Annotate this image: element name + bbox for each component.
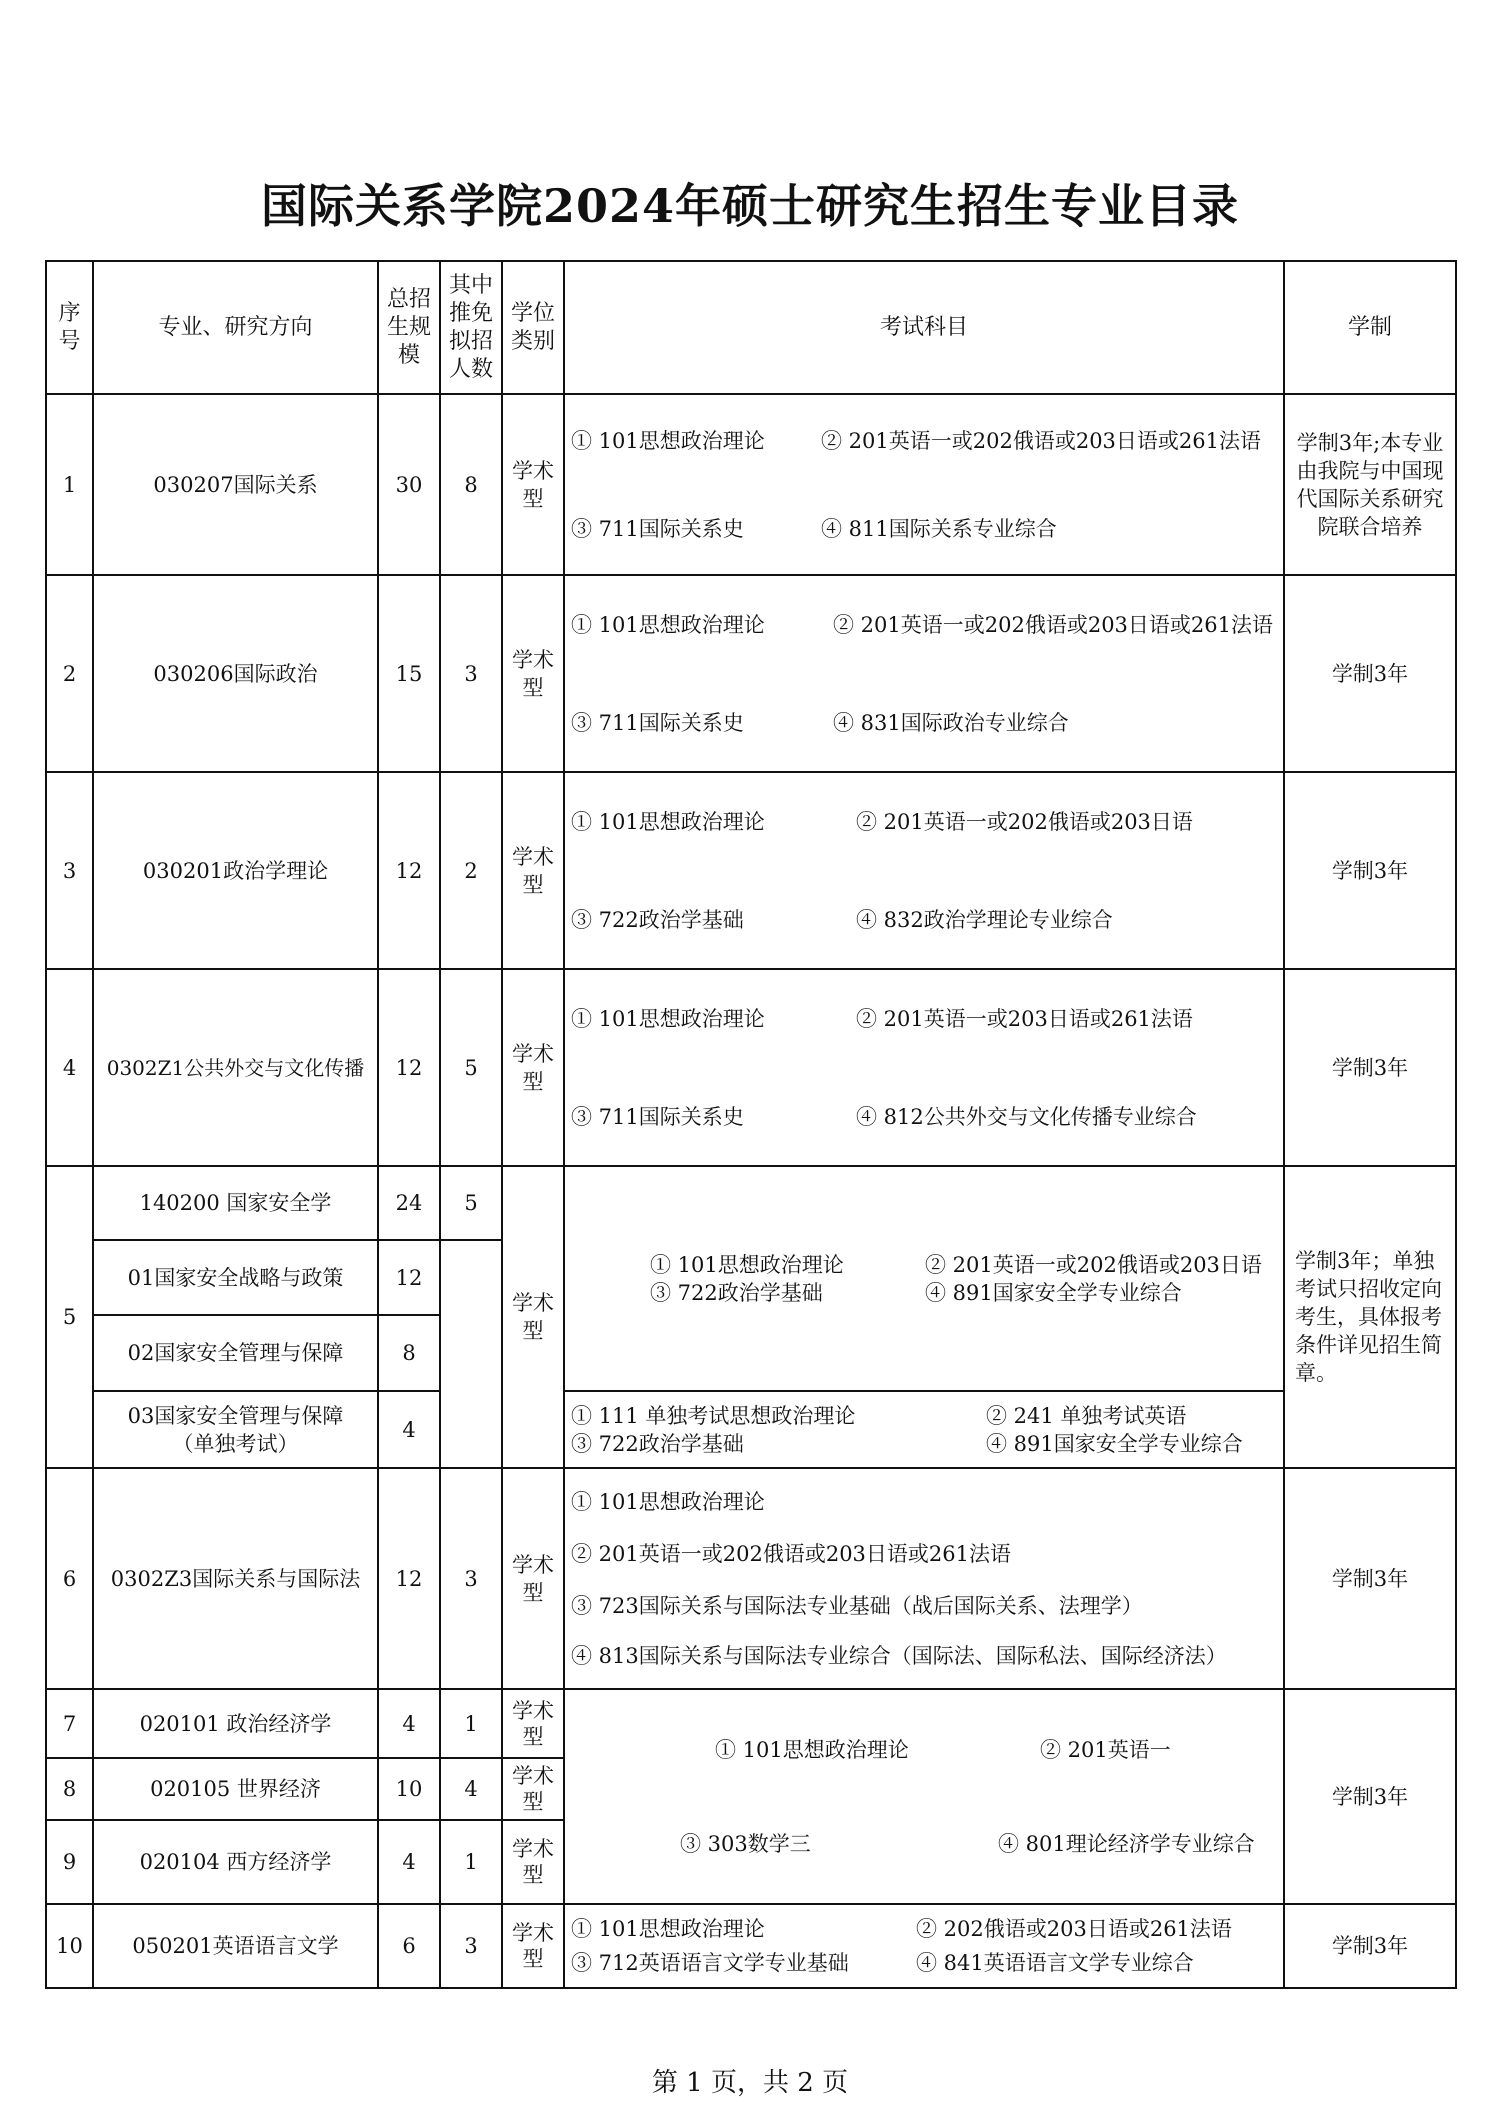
row-major: 030207国际关系 (93, 394, 378, 575)
row-degree: 学术型 (502, 1820, 564, 1904)
row-seq: 10 (46, 1904, 93, 1988)
row-seq: 4 (46, 969, 93, 1166)
table-row (46, 969, 1456, 1166)
row-seq: 8 (46, 1758, 93, 1820)
row-exempt: 1 (440, 1820, 502, 1904)
row-total: 12 (378, 969, 440, 1166)
table-row (46, 575, 1456, 772)
row-degree: 学术型 (502, 1758, 564, 1820)
row-seq: 7 (46, 1689, 93, 1758)
row-total: 6 (378, 1904, 440, 1988)
row-degree: 学术型 (502, 575, 564, 772)
row-seq: 1 (46, 394, 93, 575)
row-exempt: 3 (440, 1468, 502, 1689)
row-duration: 学制3年；单独考试只招收定向考生，具体报考条件详见招生简章。 (1284, 1166, 1456, 1468)
row-exempt: 2 (440, 772, 502, 969)
row-major: 020101 政治经济学 (93, 1689, 378, 1758)
row-degree: 学术型 (502, 969, 564, 1166)
row-total: 15 (378, 575, 440, 772)
table-row (46, 772, 1456, 969)
row-degree: 学术型 (502, 1904, 564, 1988)
row-exempt-empty (440, 1240, 502, 1468)
row-degree: 学术型 (502, 1166, 564, 1468)
table-row (46, 1166, 1456, 1240)
row-duration: 学制3年 (1284, 1689, 1456, 1904)
header-major: 专业、研究方向 (93, 261, 378, 394)
row-duration: 学制3年 (1284, 1468, 1456, 1689)
row-direction: 01国家安全战略与政策 (93, 1240, 378, 1315)
row-major: 050201英语语言文学 (93, 1904, 378, 1988)
row-total: 30 (378, 394, 440, 575)
row-seq: 2 (46, 575, 93, 772)
row-total: 4 (378, 1391, 440, 1468)
row-degree: 学术型 (502, 1468, 564, 1689)
header-total: 总招生规模 (378, 261, 440, 394)
row-exempt: 8 (440, 394, 502, 575)
row-exempt: 5 (440, 969, 502, 1166)
row-total: 8 (378, 1315, 440, 1391)
row-subjects-general: ① 101思想政治理论 ② 201英语一或202俄语或203日语 ③ 722政治学基础 ④ 891国家安全学专业综合 (564, 1166, 1284, 1391)
row-subjects: ① 101思想政治理论 ② 201英语一或202俄语或203日语或261法语 ③ 711国际关系史 ④ 811国际关系专业综合 (564, 394, 1284, 575)
row-subjects: ① 101思想政治理论 ② 201英语一或202俄语或203日语或261法语 ③ 711国际关系史 ④ 831国际政治专业综合 (564, 575, 1284, 772)
row-total: 12 (378, 1468, 440, 1689)
row-major: 030201政治学理论 (93, 772, 378, 969)
row-duration: 学制3年 (1284, 772, 1456, 969)
row-seq: 3 (46, 772, 93, 969)
row-subjects: ① 101思想政治理论 ② 202俄语或203日语或261法语 ③ 712英语语言文学专业基础 ④ 841英语语言文学专业综合 (564, 1904, 1284, 1988)
page-footer: 第 1 页，共 2 页 (651, 2068, 849, 2098)
row-major: 0302Z1公共外交与文化传播 (93, 969, 378, 1166)
row-total: 4 (378, 1820, 440, 1904)
table-row (46, 394, 1456, 575)
row-major: 0302Z3国际关系与国际法 (93, 1468, 378, 1689)
row-major: 020104 西方经济学 (93, 1820, 378, 1904)
table-row (46, 1689, 1456, 1758)
row-exempt: 3 (440, 575, 502, 772)
row-subjects-shared: ① 101思想政治理论 ② 201英语一 ③ 303数学三 ④ 801理论经济学专业综合 (564, 1689, 1284, 1904)
row-major: 030206国际政治 (93, 575, 378, 772)
row-total: 24 (378, 1166, 440, 1240)
row-duration: 学制3年 (1284, 1904, 1456, 1988)
row-seq: 9 (46, 1820, 93, 1904)
row-direction: 02国家安全管理与保障 (93, 1315, 378, 1391)
table-row (46, 1391, 1456, 1468)
row-seq: 5 (46, 1166, 93, 1468)
page-title: 国际关系学院2024年硕士研究生招生专业目录 (260, 179, 1240, 233)
row-total: 12 (378, 1240, 440, 1315)
row-exempt: 4 (440, 1758, 502, 1820)
row-subjects: ① 101思想政治理论 ② 201英语一或203日语或261法语 ③ 711国际关系史 ④ 812公共外交与文化传播专业综合 (564, 969, 1284, 1166)
row-degree: 学术型 (502, 772, 564, 969)
row-exempt: 3 (440, 1904, 502, 1988)
row-duration: 学制3年;本专业由我院与中国现代国际关系研究院联合培养 (1284, 394, 1456, 575)
header-duration: 学制 (1284, 261, 1456, 394)
table-row (46, 1468, 1456, 1689)
row-subjects: ① 101思想政治理论 ② 201英语一或202俄语或203日语或261法语 ③ 723国际关系与国际法专业基础（战后国际关系、法理学） ④ 813国际关系与国际法专业综合（国际法、国际私法、国际经济法） (564, 1468, 1284, 1689)
header-seq: 序号 (46, 261, 93, 394)
header-row (46, 261, 1456, 394)
table-row (46, 1904, 1456, 1988)
row-exempt: 5 (440, 1166, 502, 1240)
row-direction: 03国家安全管理与保障 （单独考试） (93, 1391, 378, 1468)
row-major: 140200 国家安全学 (93, 1166, 378, 1240)
row-total: 4 (378, 1689, 440, 1758)
row-seq: 6 (46, 1468, 93, 1689)
row-degree: 学术型 (502, 1689, 564, 1758)
header-exempt: 其中推免拟招人数 (440, 261, 502, 394)
row-degree: 学术型 (502, 394, 564, 575)
header-degree: 学位类别 (502, 261, 564, 394)
admission-catalog-table (45, 260, 1457, 1989)
row-total: 10 (378, 1758, 440, 1820)
row-duration: 学制3年 (1284, 969, 1456, 1166)
row-exempt: 1 (440, 1689, 502, 1758)
row-total: 12 (378, 772, 440, 969)
header-subjects: 考试科目 (564, 261, 1284, 394)
row-duration: 学制3年 (1284, 575, 1456, 772)
row-subjects: ① 101思想政治理论 ② 201英语一或202俄语或203日语 ③ 722政治学基础 ④ 832政治学理论专业综合 (564, 772, 1284, 969)
row-major: 020105 世界经济 (93, 1758, 378, 1820)
row-subjects-separate-exam: ① 111 单独考试思想政治理论 ② 241 单独考试英语 ③ 722政治学基础 ④ 891国家安全学专业综合 (564, 1391, 1284, 1468)
